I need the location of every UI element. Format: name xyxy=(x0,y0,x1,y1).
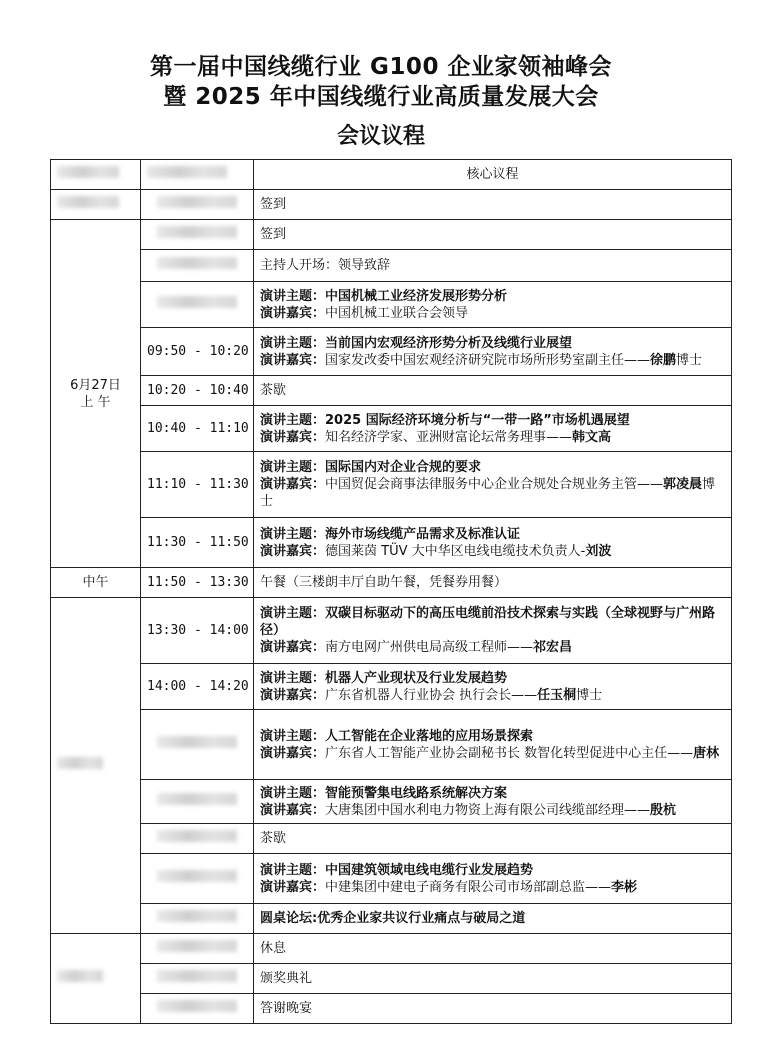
date-cell-noon: 中午 xyxy=(51,568,141,598)
title-line-2: 暨 2025 年中国线缆行业高质量发展大会 xyxy=(163,84,599,110)
time-cell: 14:00 - 14:20 xyxy=(141,664,254,710)
table-row xyxy=(51,282,732,328)
topic-text: 海外市场线缆产品需求及标准认证 xyxy=(325,526,521,542)
agenda-cell xyxy=(254,452,732,518)
speaker-name: 郭凌晨 xyxy=(663,477,703,492)
agenda-cell xyxy=(254,598,732,664)
table-row xyxy=(51,190,732,220)
speaker-label: 演讲嘉宾： xyxy=(260,745,326,761)
topic-label: 演讲主题： xyxy=(260,412,326,428)
table-row xyxy=(51,994,732,1024)
speaker-name: 李彬 xyxy=(611,879,638,895)
topic-label: 演讲主题： xyxy=(260,526,326,542)
time-cell: 11:30 - 11:50 xyxy=(141,518,254,568)
header-time-cell xyxy=(141,160,254,190)
date-cell-evening-blurred xyxy=(51,934,141,1024)
table-row xyxy=(51,568,732,598)
title-line-3: 会议议程 xyxy=(336,124,425,149)
table-row xyxy=(51,904,732,934)
document-title xyxy=(0,52,762,152)
time-cell: 11:50 - 13:30 xyxy=(141,568,254,598)
topic-text: 2025 国际经济环境分析与“一带一路”市场机遇展望 xyxy=(325,412,630,428)
speaker-text: 中国贸促会商事法律服务中心企业合规处合规业务主管—— xyxy=(325,477,664,492)
time-cell-blurred xyxy=(141,994,254,1024)
time-cell-blurred xyxy=(141,190,254,220)
speaker-name: 祁宏昌 xyxy=(533,640,573,655)
speaker-label: 演讲嘉宾： xyxy=(260,352,326,368)
speaker-name: 徐鹏 xyxy=(650,352,677,368)
table-row xyxy=(51,406,732,452)
header-agenda-cell: 核心议程 xyxy=(254,160,732,190)
time-cell-blurred xyxy=(141,824,254,854)
topic-text: 智能预警集电线路系统解决方案 xyxy=(325,785,508,801)
speaker-suffix: 博士 xyxy=(260,477,716,509)
agenda-cell: 茶歇 xyxy=(254,376,732,406)
topic-text: 机器人产业现状及行业发展趋势 xyxy=(325,670,508,686)
speaker-text: 中国机械工业联合会领导 xyxy=(325,305,469,321)
table-row xyxy=(51,824,732,854)
topic-text: 双碳目标驱动下的高压电缆前沿技术探索与实践（全球视野与广州路径） xyxy=(260,606,716,638)
agenda-table xyxy=(50,159,732,1024)
agenda-cell xyxy=(254,710,732,780)
table-row xyxy=(51,854,732,904)
time-cell-blurred xyxy=(141,710,254,780)
date-cell-morning xyxy=(51,220,141,568)
speaker-label: 演讲嘉宾： xyxy=(260,802,326,818)
time-cell: 13:30 - 14:00 xyxy=(141,598,254,664)
speaker-text: 中建集团中建电子商务有限公司市场部副总监—— xyxy=(325,879,612,895)
table-row xyxy=(51,780,732,824)
table-row xyxy=(51,598,732,664)
table-row xyxy=(51,664,732,710)
agenda-cell xyxy=(254,282,732,328)
table-row xyxy=(51,250,732,282)
speaker-label: 演讲嘉宾： xyxy=(260,477,326,492)
agenda-cell xyxy=(254,328,732,376)
table-row xyxy=(51,452,732,518)
agenda-cell xyxy=(254,518,732,568)
time-cell-blurred xyxy=(141,904,254,934)
time-cell: 10:40 - 11:10 xyxy=(141,406,254,452)
table-header-row xyxy=(51,160,732,190)
table-row xyxy=(51,328,732,376)
agenda-cell xyxy=(254,780,732,824)
agenda-cell: 签到 xyxy=(254,220,732,250)
speaker-suffix: 博士 xyxy=(676,352,703,368)
time-cell-blurred xyxy=(141,282,254,328)
speaker-text: 知名经济学家、亚洲财富论坛常务理事—— xyxy=(325,429,573,445)
speaker-label: 演讲嘉宾： xyxy=(260,543,326,559)
topic-label: 演讲主题： xyxy=(260,785,326,801)
topic-label: 演讲主题： xyxy=(260,335,326,351)
topic-label: 演讲主题： xyxy=(260,460,326,475)
table-row xyxy=(51,220,732,250)
agenda-cell: 休息 xyxy=(254,934,732,964)
speaker-text: 大唐集团中国水利电力物资上海有限公司线缆部经理—— xyxy=(325,802,651,818)
topic-label: 演讲主题： xyxy=(260,728,326,744)
agenda-cell xyxy=(254,854,732,904)
speaker-text: 广东省人工智能产业协会副秘书长 数智化转型促进中心主任—— xyxy=(325,745,694,761)
speaker-text: 德国莱茵 TÜV 大中华区电线电缆技术负责人- xyxy=(325,543,586,559)
agenda-cell: 答谢晚宴 xyxy=(254,994,732,1024)
table-row xyxy=(51,934,732,964)
agenda-cell xyxy=(254,406,732,452)
agenda-cell: 茶歇 xyxy=(254,824,732,854)
agenda-cell: 颁奖典礼 xyxy=(254,964,732,994)
speaker-label: 演讲嘉宾： xyxy=(260,687,326,703)
time-cell-blurred xyxy=(141,934,254,964)
speaker-suffix: 博士 xyxy=(576,687,603,703)
topic-label: 演讲主题： xyxy=(260,862,326,878)
time-cell-blurred xyxy=(141,854,254,904)
morning-label: 上 午 xyxy=(80,394,111,410)
topic-label: 演讲主题： xyxy=(260,670,326,686)
date-cell-afternoon-blurred xyxy=(51,598,141,934)
time-cell: 10:20 - 10:40 xyxy=(141,376,254,406)
speaker-name: 刘波 xyxy=(585,543,612,559)
table-row xyxy=(51,710,732,780)
speaker-label: 演讲嘉宾： xyxy=(260,429,326,445)
header-date-cell xyxy=(51,160,141,190)
topic-text: 当前国内宏观经济形势分析及线缆行业展望 xyxy=(325,335,573,351)
speaker-name: 任玉桐 xyxy=(537,687,577,703)
topic-text: 中国机械工业经济发展形势分析 xyxy=(325,288,508,304)
time-cell: 09:50 - 10:20 xyxy=(141,328,254,376)
agenda-cell: 午餐（三楼朗丰厅自助午餐，凭餐券用餐） xyxy=(254,568,732,598)
day-label: 6月27日 xyxy=(70,377,121,393)
speaker-name: 殷杭 xyxy=(650,802,677,818)
agenda-cell: 签到 xyxy=(254,190,732,220)
speaker-name: 唐林 xyxy=(693,745,720,761)
time-cell-blurred xyxy=(141,250,254,282)
topic-label: 演讲主题： xyxy=(260,606,326,621)
topic-label: 演讲主题： xyxy=(260,288,326,304)
speaker-name: 韩文高 xyxy=(572,429,612,445)
speaker-text: 南方电网广州供电局高级工程师—— xyxy=(325,640,534,655)
title-line-1: 第一届中国线缆行业 G100 企业家领袖峰会 xyxy=(150,54,612,80)
speaker-label: 演讲嘉宾： xyxy=(260,305,326,321)
speaker-text: 国家发改委中国宏观经济研究院市场所形势室副主任—— xyxy=(325,352,651,368)
agenda-cell: 圆桌论坛:优秀企业家共议行业痛点与破局之道 xyxy=(254,904,732,934)
agenda-cell xyxy=(254,664,732,710)
topic-text: 中国建筑领域电线电缆行业发展趋势 xyxy=(325,862,534,878)
table-row xyxy=(51,964,732,994)
speaker-label: 演讲嘉宾： xyxy=(260,640,326,655)
date-cell-blurred xyxy=(51,190,141,220)
table-row xyxy=(51,376,732,406)
time-cell-blurred xyxy=(141,220,254,250)
topic-text: 国际国内对企业合规的要求 xyxy=(325,460,482,475)
time-cell: 11:10 - 11:30 xyxy=(141,452,254,518)
table-row xyxy=(51,518,732,568)
time-cell-blurred xyxy=(141,780,254,824)
agenda-cell: 主持人开场：领导致辞 xyxy=(254,250,732,282)
topic-text: 人工智能在企业落地的应用场景探索 xyxy=(325,728,534,744)
speaker-label: 演讲嘉宾： xyxy=(260,879,326,895)
speaker-text: 广东省机器人行业协会 执行会长—— xyxy=(325,687,538,703)
time-cell-blurred xyxy=(141,964,254,994)
